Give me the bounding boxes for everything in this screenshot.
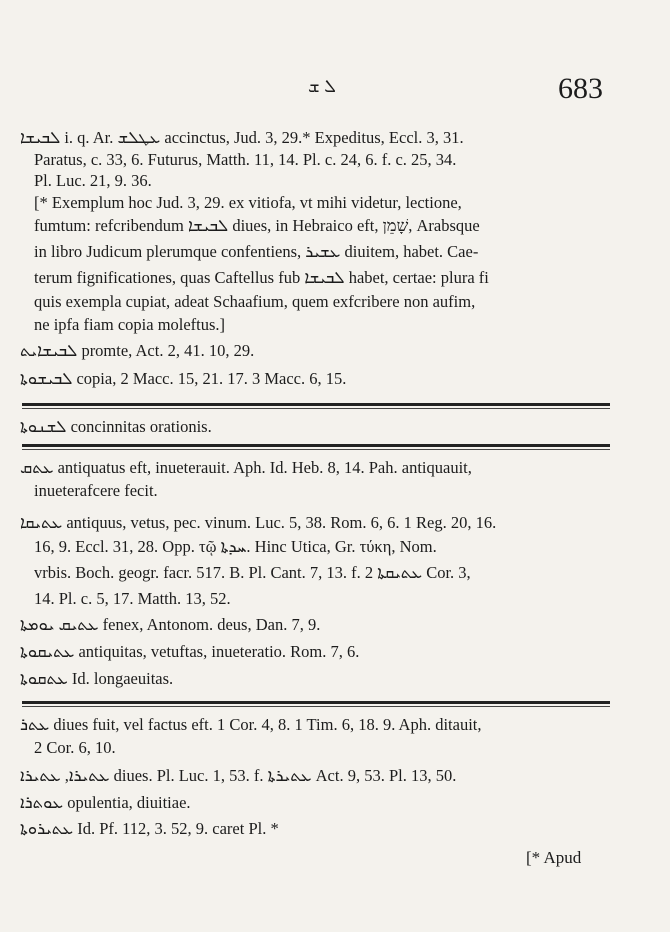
section-rule (22, 444, 610, 447)
entry-line: inueterafcere fecit. (34, 481, 158, 500)
entry-line: 14. Pl. c. 5, 17. Matth. 13, 52. (34, 589, 231, 608)
note-line: ne ipfa fiam copia moleftus.] (34, 315, 226, 334)
entry-line: ܥܘܬܪܐ opulentia, diuitiae. (20, 793, 191, 812)
entry-line: vrbis. Boch. geogr. facr. 517. B. Pl. Cant. 7, 13. f. ܥܬܝܩܬܐ 2 Cor. 3, (34, 563, 471, 582)
entry-line: 16, 9. Eccl. 31, 28. Opp. τῷ ܚܕܬܐ. Hinc Utica, Gr. τύκη, Nom. (34, 537, 437, 556)
entry-line: Pl. Luc. 21, 9. 36. (34, 171, 152, 190)
entry-line: ܠܫܢܘܬܐ concinnitas orationis. (20, 417, 212, 436)
page-number: 683 (558, 72, 603, 105)
entry-line: ܠܒܝܫܐܝܬ promte, Act. 2, 41. 10, 29. (20, 341, 255, 360)
running-head-root: ܠ ܫ (308, 76, 336, 96)
note-line: terum fignificationes, quas Caftellus fub ܠܒܝܫܐ habet, certae: plura fi (34, 268, 489, 287)
entry-line: 2 Cor. 6, 10. (34, 738, 116, 757)
catchword: [* Apud (526, 848, 582, 867)
entry-line: ܠܒܝܫܘܬܐ copia, 2 Macc. 15, 21. 17. 3 Macc. 6, 15. (20, 369, 347, 388)
section-rule (22, 449, 610, 450)
section-rule (22, 408, 610, 409)
entry-line: ܥܬܝܩܐ antiquus, vetus, pec. vinum. Luc. 5, 38. Rom. 6, 6. 1 Reg. 20, 16. (20, 513, 497, 532)
note-line: [* Exemplum hoc Jud. 3, 29. ex vitiofa, vt mihi videtur, lectione, (34, 193, 462, 212)
note-line: in libro Judicum plerumque confentiens, ܥܫܝܪ diuitem, habet. Cae- (34, 242, 479, 261)
section-rule (22, 403, 610, 406)
entry-line: ܥܬܝܩ ܝܘܡܬܐ fenex, Antonom. deus, Dan. 7, 9. (20, 615, 321, 634)
entry-line: Paratus, c. 33, 6. Futurus, Matth. 11, 14. Pl. c. 24, 6. f. c. 25, 34. (34, 150, 457, 169)
entry-line: ܥܬܝܪܐ, ܥܬܝܪܐ diues. Pl. Luc. 1, 53. f. ܥܬܝܪܬܐ Act. 9, 53. Pl. 13, 50. (20, 766, 457, 785)
note-line: quis exempla cupiat, adeat Schaafium, quem exfcribere non aufim, (34, 292, 476, 311)
section-rule (22, 701, 610, 704)
entry-line: ܥܬܝܩܘܬܐ antiquitas, vetuftas, inueteratio. Rom. 7, 6. (20, 642, 360, 661)
entry-line: ܥܬܝܪܘܬܐ Id. Pf. 112, 3. 52, 9. caret Pl. * (20, 819, 279, 838)
entry-line: ܥܬܩ antiquatus eft, inueterauit. Aph. Id. Heb. 8, 14. Pah. antiquauit, (20, 458, 472, 477)
entry-line: ܥܬܩܘܬܐ Id. longaeuitas. (20, 669, 174, 688)
entry-line: ܠܒܝܫܐ i. q. Ar. ܥܛܠܫ accinctus, Jud. 3, 29.* Expeditus, Eccl. 3, 31. (20, 128, 464, 147)
section-rule (22, 706, 610, 707)
note-line: fumtum: refcribendum ܠܒܝܫܐ diues, in Hebraico eft, שָׁמֵן, Arabsque (34, 216, 480, 235)
entry-line: ܥܬܪ diues fuit, vel factus eft. 1 Cor. 4, 8. 1 Tim. 6, 18. 9. Aph. ditauit, (20, 715, 482, 734)
